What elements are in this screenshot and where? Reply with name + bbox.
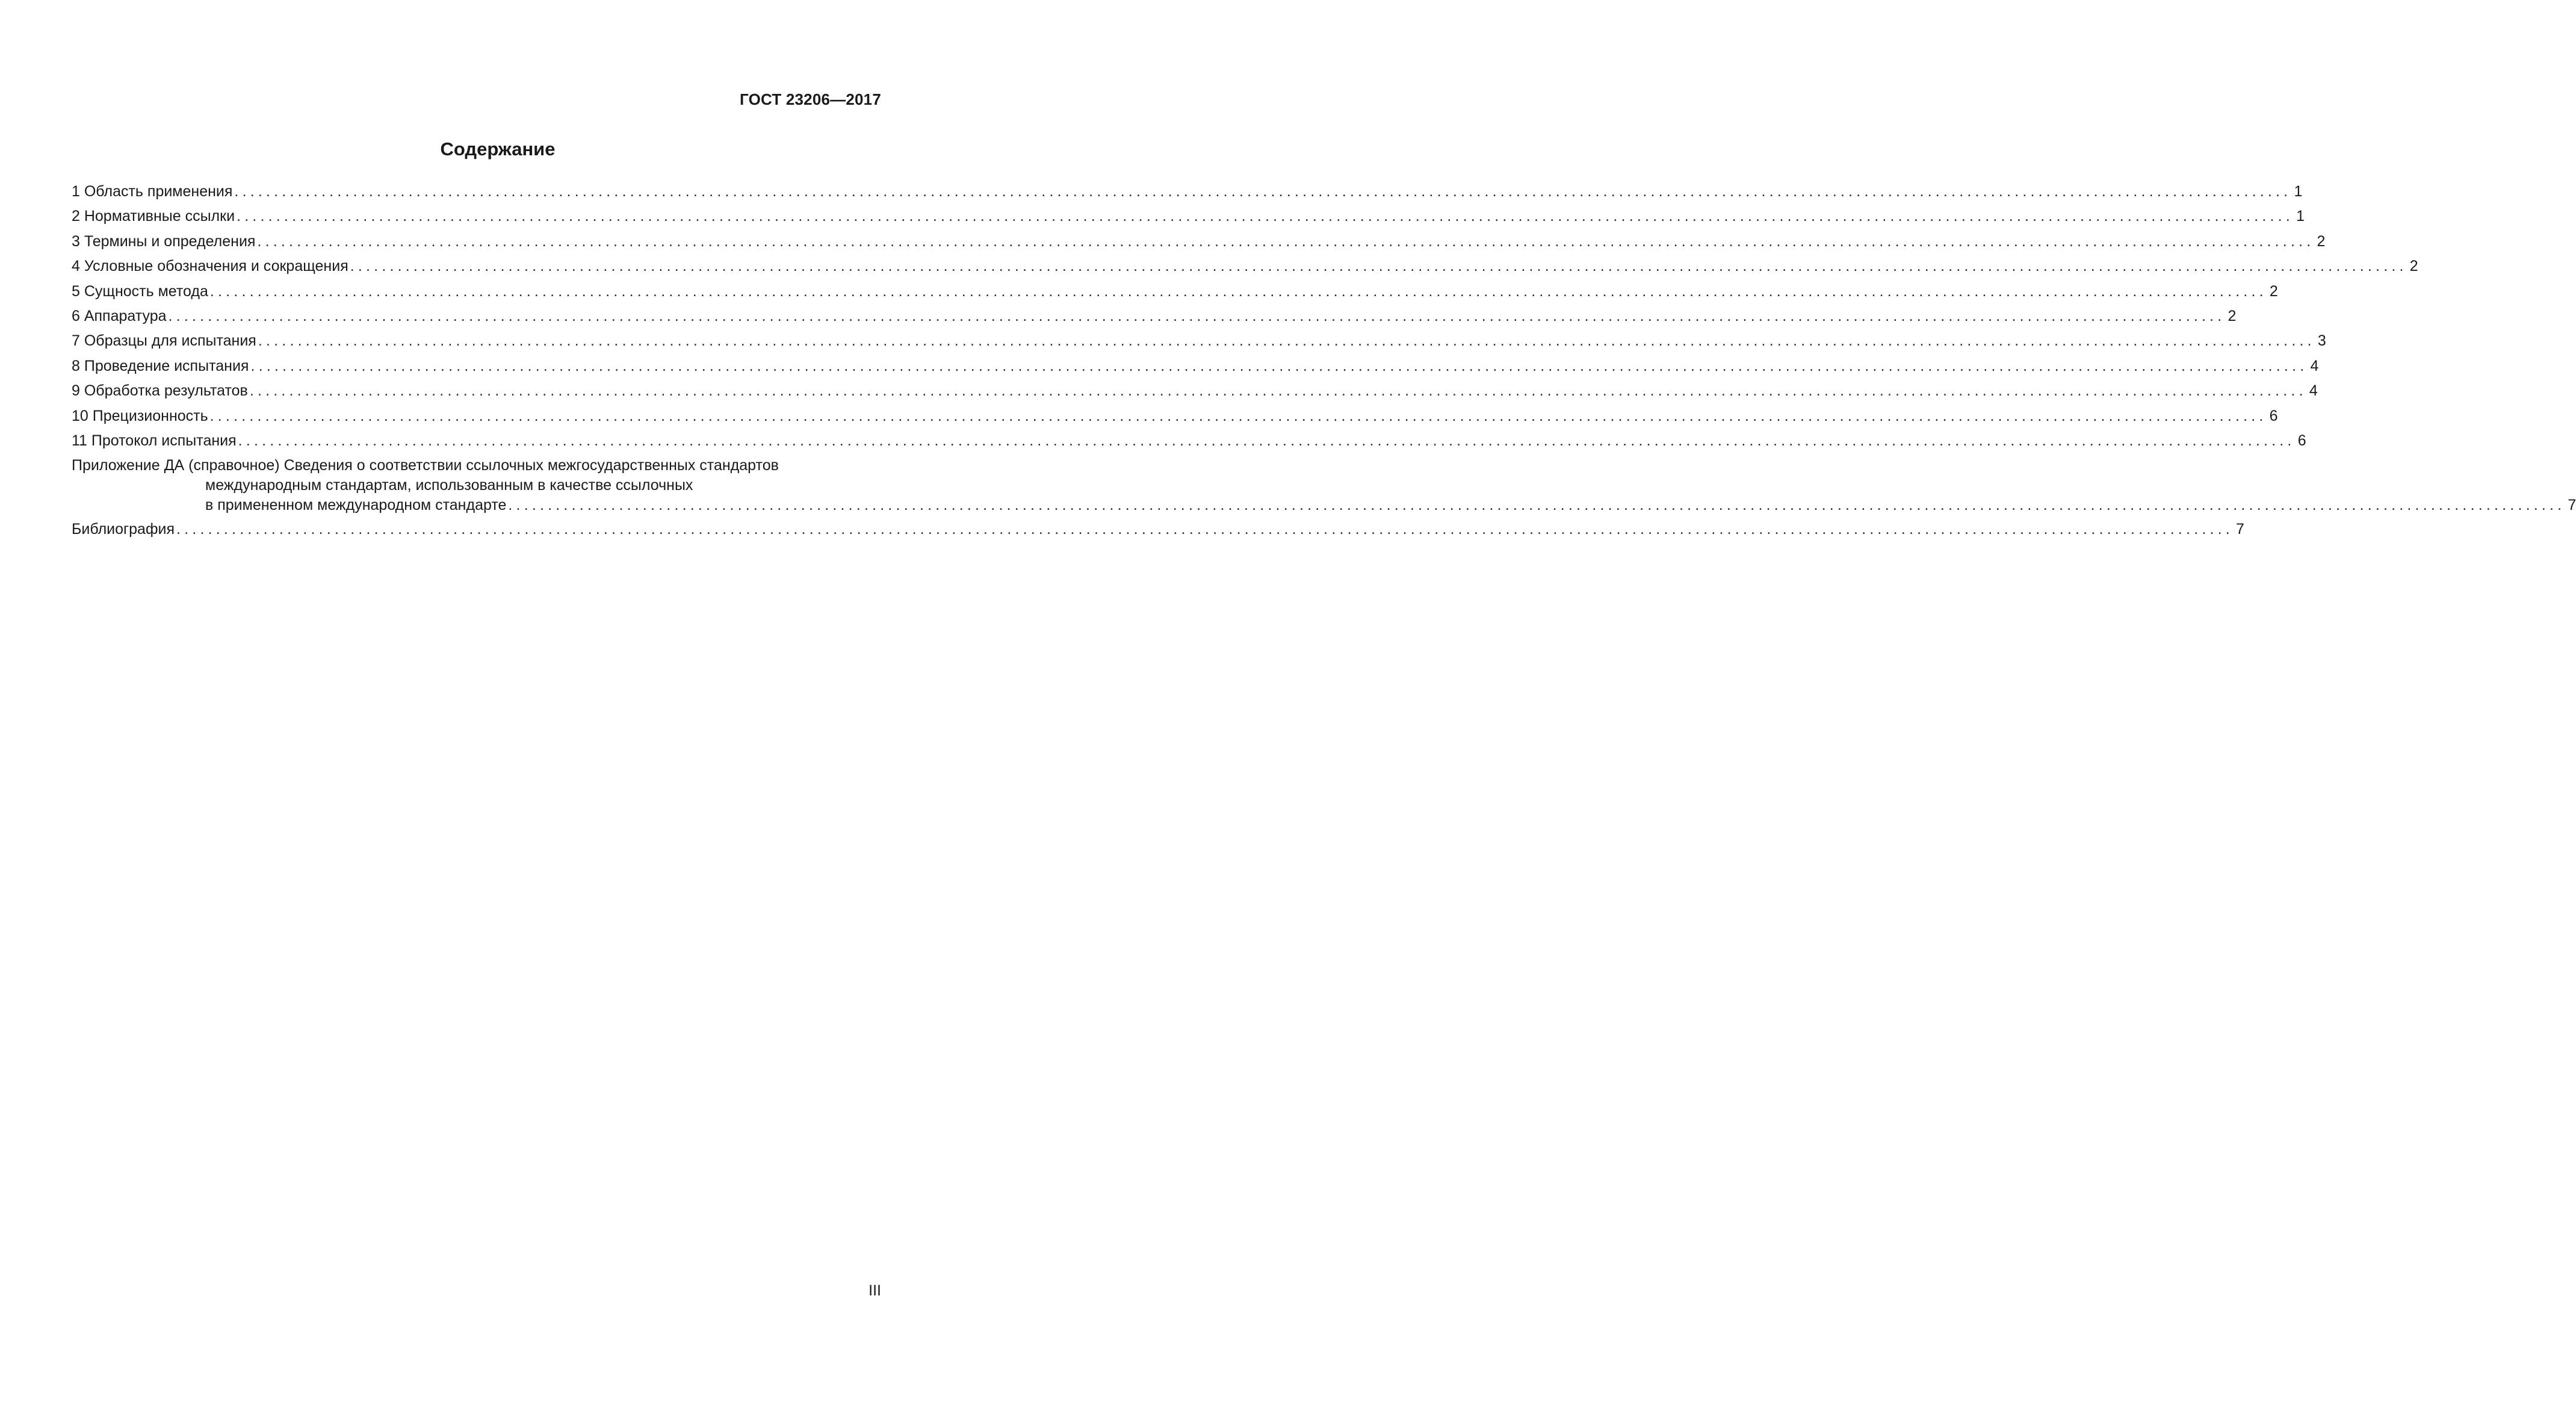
toc-item[interactable]	[72, 354, 2319, 379]
toc-item-label: 3 Термины и определения	[72, 232, 256, 250]
toc-leader-dots: ....................................................................................................................................................................................................................................................................	[237, 208, 2294, 225]
toc-item-label: 4 Условные обозначения и сокращения	[72, 258, 348, 275]
toc-item-page: 2	[2409, 258, 2418, 275]
toc-item[interactable]	[72, 404, 2278, 429]
appendix-title-line-2: международным стандартам, использованным в качестве ссылочных	[205, 477, 693, 494]
toc-item[interactable]	[72, 304, 2237, 329]
toc-item-label: 6 Аппаратура	[72, 307, 167, 324]
toc-item-label: 7 Образцы для испытания	[72, 332, 256, 350]
toc-item[interactable]	[72, 429, 2306, 453]
toc-item-page: 2	[2317, 232, 2326, 250]
toc-item-page: 2	[2269, 282, 2278, 300]
toc-item[interactable]	[72, 329, 2326, 353]
toc-item-page: 6	[2297, 432, 2306, 449]
toc-leader-dots: ....................................................................................................................................................................................................................................................................	[168, 307, 2226, 324]
toc-item[interactable]	[72, 229, 2326, 254]
toc-item[interactable]	[72, 279, 2278, 304]
toc-item-label: 1 Область применения	[72, 183, 233, 200]
toc-item-page: 1	[2296, 208, 2305, 225]
toc-leader-dots: ....................................................................................................................................................................................................................................................................	[258, 332, 2315, 350]
toc-leader-dots: ....................................................................................................................................................................................................................................................................	[249, 382, 2307, 400]
toc-item[interactable]	[72, 204, 2305, 229]
toc-item[interactable]	[72, 179, 2303, 204]
toc-item-label: 9 Обработка результатов	[72, 382, 248, 400]
toc-item-label: 10 Прецизионность	[72, 407, 208, 424]
toc-leader-dots: ....................................................................................................................................................................................................................................................................	[209, 282, 2267, 300]
toc-leader-dots: ....................................................................................................................................................................................................................................................................	[234, 183, 2292, 200]
toc-item-page: 7	[2236, 521, 2244, 538]
appendix-title-line-3: в примененном международном стандарте	[205, 497, 507, 514]
toc-leader-dots: ....................................................................................................................................................................................................................................................................	[250, 357, 2308, 374]
table-of-contents	[72, 179, 2576, 542]
toc-item-page: 6	[2269, 407, 2278, 424]
toc-leader-dots: ....................................................................................................................................................................................................................................................................	[209, 407, 2267, 424]
page-number: III	[868, 1282, 881, 1299]
toc-item-page: 4	[2309, 382, 2318, 400]
toc-leader-dots: ....................................................................................................................................................................................................................................................................	[176, 521, 2234, 538]
toc-item-appendix[interactable]	[72, 456, 2576, 515]
toc-title: Содержание	[440, 138, 556, 160]
toc-item-page: 4	[2310, 357, 2319, 374]
toc-leader-dots: ....................................................................................................................................................................................................................................................................	[508, 497, 2566, 514]
toc-item-label: 11 Протокол испытания	[72, 432, 237, 449]
toc-item[interactable]	[72, 254, 2418, 279]
toc-item-page: 3	[2317, 332, 2326, 350]
toc-leader-dots: ....................................................................................................................................................................................................................................................................	[257, 232, 2315, 250]
toc-item-label: Библиография	[72, 521, 175, 538]
toc-item-bibliography[interactable]	[72, 517, 2244, 542]
toc-item-label: 8 Проведение испытания	[72, 357, 249, 374]
toc-item-page: 2	[2228, 307, 2237, 324]
toc-item-page: 7	[2568, 497, 2576, 514]
toc-item-page: 1	[2294, 183, 2303, 200]
toc-leader-dots: ....................................................................................................................................................................................................................................................................	[350, 258, 2407, 275]
toc-item[interactable]	[72, 379, 2318, 403]
appendix-title-line-1: Приложение ДА (справочное) Сведения о соответствии ссылочных межгосударственных стандартов	[72, 457, 779, 474]
document-code: ГОСТ 23206—2017	[740, 90, 881, 108]
toc-item-label: 5 Сущность метода	[72, 282, 208, 300]
toc-item-label: 2 Нормативные ссылки	[72, 208, 235, 225]
toc-leader-dots: ....................................................................................................................................................................................................................................................................	[238, 432, 2296, 449]
